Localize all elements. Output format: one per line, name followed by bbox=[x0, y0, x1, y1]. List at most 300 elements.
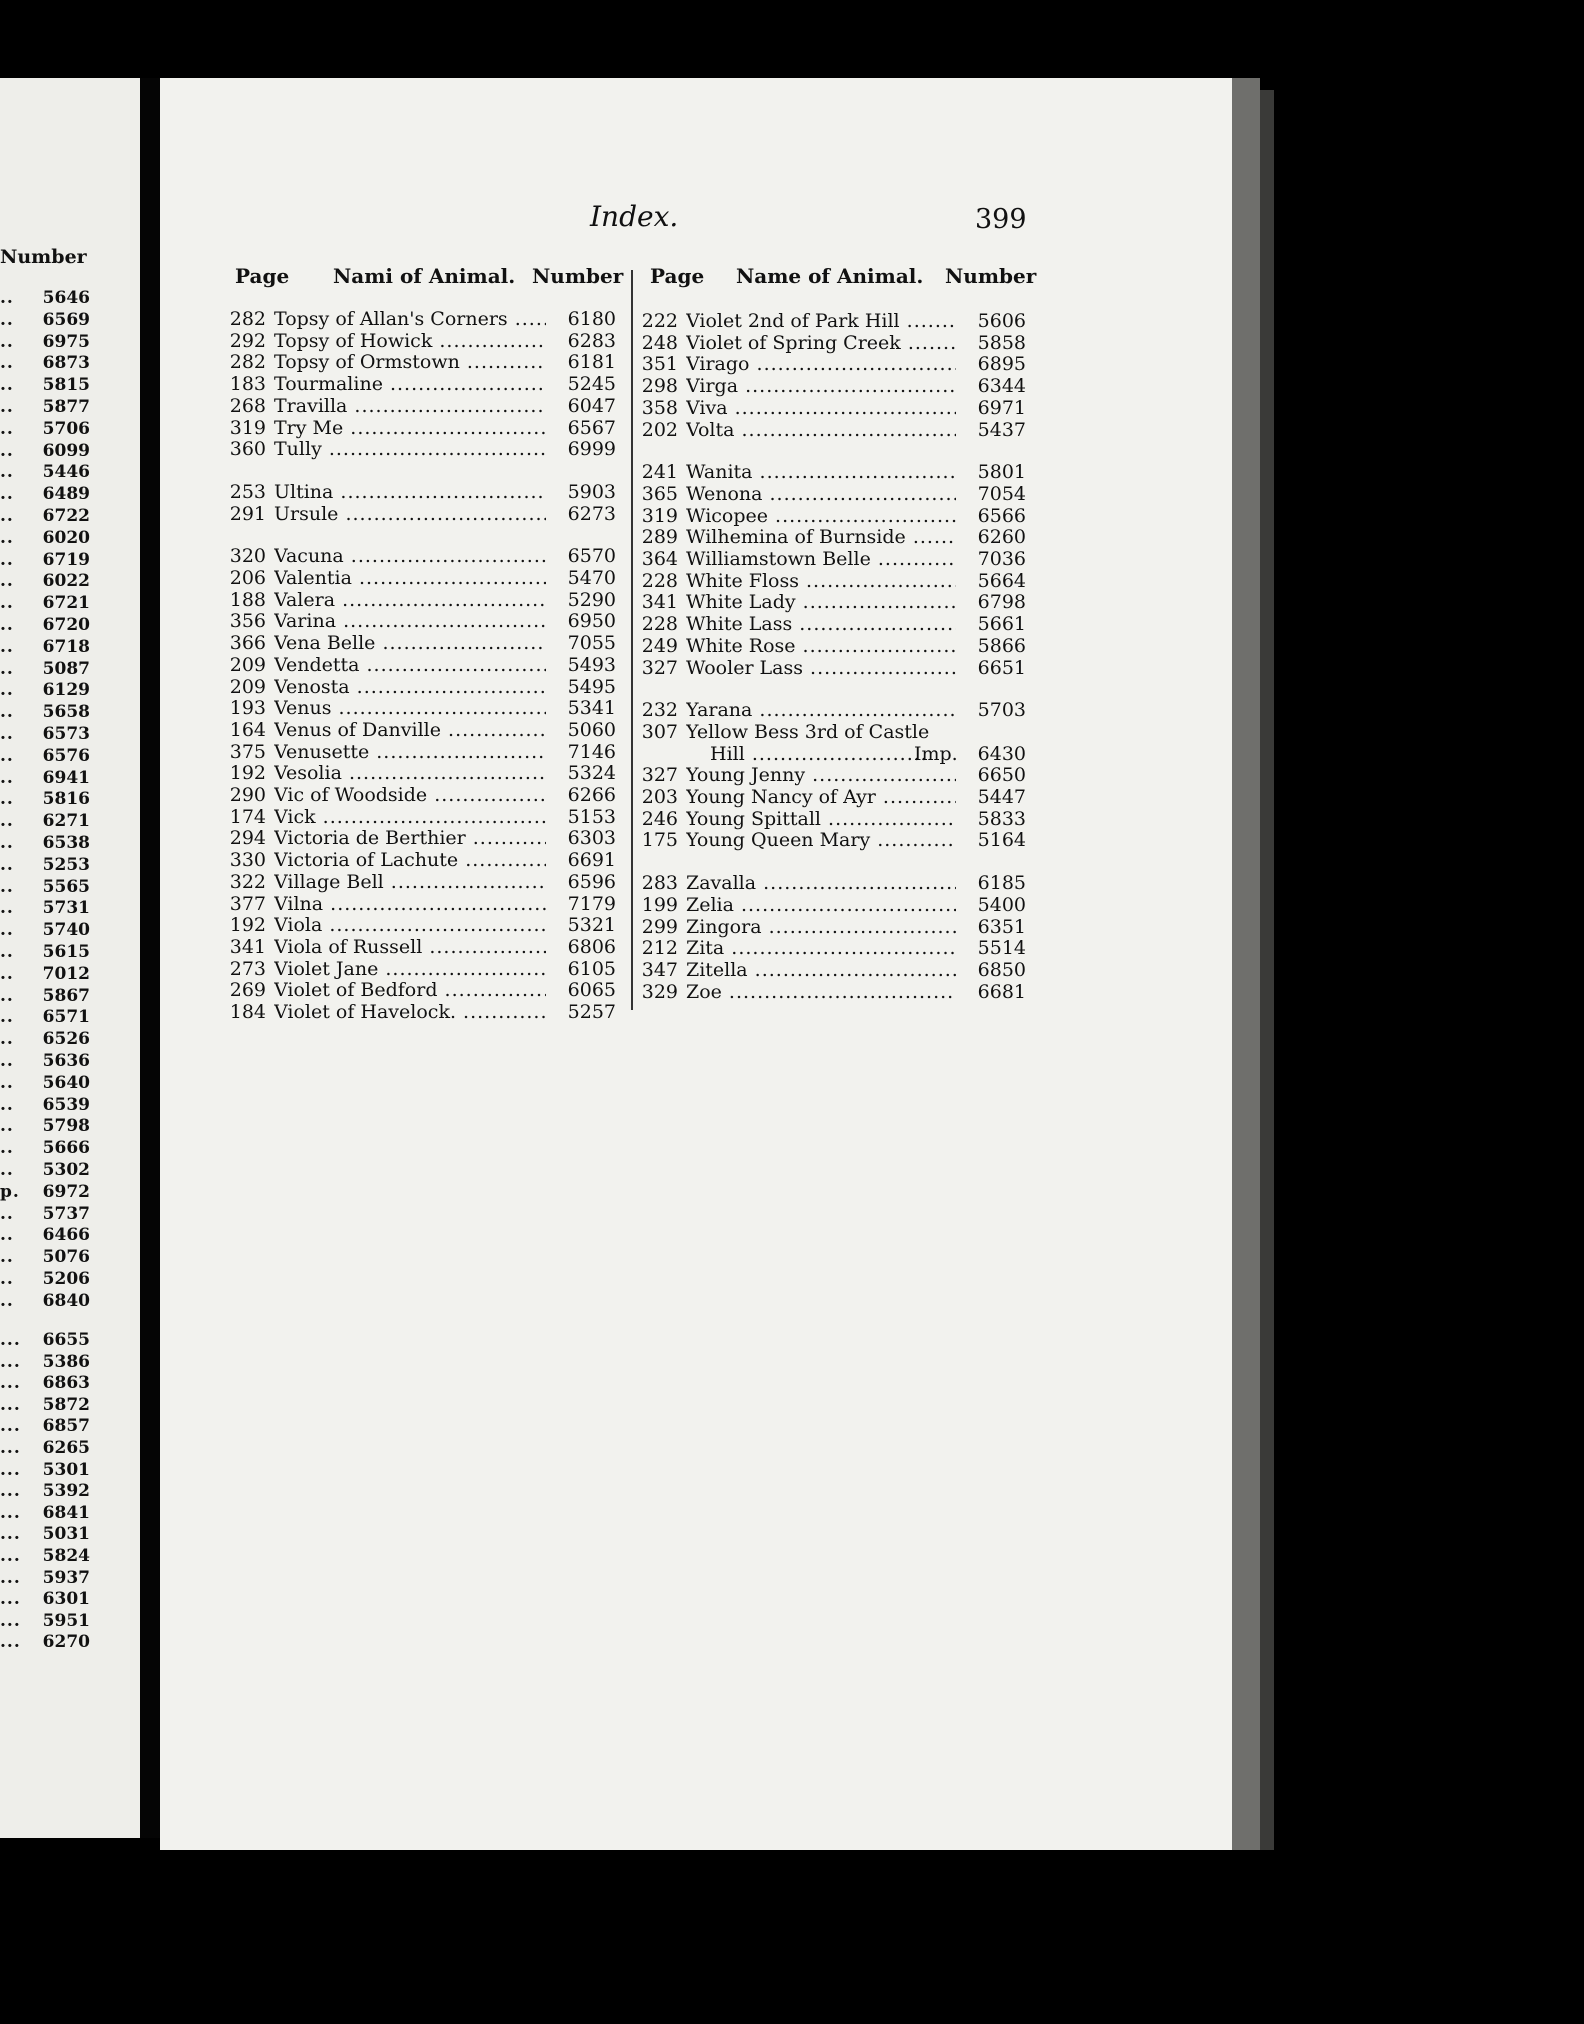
leader-dots: .. bbox=[0, 767, 14, 788]
facing-page-row bbox=[0, 637, 90, 658]
entry-page: 294 bbox=[229, 827, 266, 850]
registration-number: 6721 bbox=[42, 593, 90, 614]
entry-animal-name-text: Ultina bbox=[274, 480, 334, 503]
entry-animal-name bbox=[686, 829, 956, 851]
entry-animal-name-text: Young Jenny bbox=[686, 764, 806, 787]
registration-number: 6655 bbox=[42, 1330, 90, 1350]
facing-page-row bbox=[0, 898, 90, 919]
index-entry bbox=[228, 503, 616, 525]
facing-page-row bbox=[0, 1503, 90, 1524]
entry-animal-name-text: Ursule bbox=[274, 502, 339, 525]
index-entry bbox=[228, 351, 616, 373]
entry-animal-name bbox=[686, 699, 956, 721]
entry-number: 6950 bbox=[567, 610, 616, 633]
page-number: 399 bbox=[975, 204, 1027, 235]
entry-animal-name-text: Violet of Spring Creek bbox=[686, 331, 901, 354]
entry-animal-name bbox=[274, 762, 546, 784]
leader-dots: .. bbox=[0, 658, 14, 679]
entry-animal-name-text: Vesolia bbox=[274, 762, 342, 785]
entry-animal-name bbox=[274, 589, 546, 611]
entry-animal-name-text: Young Queen Mary bbox=[686, 829, 871, 852]
entry-animal-name bbox=[274, 936, 546, 958]
entry-animal-name-text: Violet of Havelock. bbox=[274, 1001, 456, 1023]
leader-dots: .. bbox=[0, 724, 14, 744]
leader-dots: ... bbox=[0, 1524, 21, 1545]
facing-page-row bbox=[0, 397, 90, 418]
entry-animal-name-text: Venosta bbox=[274, 675, 350, 698]
entry-animal-name-text: Wilhemina of Burnside bbox=[686, 526, 906, 549]
entry-number: 5153 bbox=[567, 805, 616, 828]
entry-animal-name bbox=[686, 721, 956, 743]
entry-number: 5470 bbox=[567, 567, 616, 589]
registration-number: 5392 bbox=[42, 1481, 90, 1502]
entry-page: 193 bbox=[229, 697, 266, 720]
entry-page: 188 bbox=[229, 588, 266, 611]
entry-page: 307 bbox=[641, 720, 678, 743]
leader-dots: .. bbox=[0, 1160, 14, 1180]
registration-number: 6466 bbox=[42, 1225, 90, 1246]
facing-page-row bbox=[0, 550, 90, 571]
entry-number: 5321 bbox=[567, 914, 616, 937]
entry-number: 6570 bbox=[567, 545, 616, 568]
entry-animal-name-text: Zitella bbox=[686, 958, 748, 981]
registration-number: 5937 bbox=[42, 1567, 90, 1588]
left-col-page-header: Page bbox=[235, 264, 290, 288]
facing-page-row bbox=[0, 462, 90, 483]
entry-page: 377 bbox=[229, 892, 266, 915]
entry-animal-name bbox=[274, 545, 546, 567]
entry-page: 241 bbox=[641, 461, 678, 484]
registration-number: 6941 bbox=[42, 767, 90, 788]
entry-number: 6806 bbox=[567, 935, 616, 958]
leader-dots: ... bbox=[0, 1632, 21, 1653]
leader-dots: .. bbox=[0, 636, 14, 657]
entry-number: 7036 bbox=[977, 548, 1026, 570]
leader-dots: ... bbox=[0, 1481, 21, 1502]
facing-page-row bbox=[0, 375, 90, 396]
entry-animal-name-text: Travilla bbox=[274, 394, 348, 417]
leader-dots: ... bbox=[0, 1546, 21, 1566]
entry-number: 5661 bbox=[977, 613, 1026, 636]
entry-page: 199 bbox=[641, 893, 678, 916]
facing-page-row bbox=[0, 964, 90, 985]
entry-animal-name bbox=[710, 743, 930, 765]
leader-dots: .. bbox=[0, 745, 14, 766]
index-entry bbox=[228, 589, 616, 611]
entry-animal-name bbox=[274, 438, 546, 460]
entry-animal-name bbox=[686, 332, 956, 354]
entry-page: 253 bbox=[229, 480, 266, 503]
facing-page-row bbox=[0, 1589, 90, 1610]
entry-animal-name-text: Zingora bbox=[686, 915, 762, 938]
entry-page: 183 bbox=[229, 373, 266, 396]
registration-number: 6972 bbox=[42, 1181, 90, 1202]
entry-animal-name-text: Viola bbox=[274, 914, 323, 937]
index-entry bbox=[228, 567, 616, 589]
facing-page-row bbox=[0, 1182, 90, 1203]
leader-dots: .. bbox=[0, 963, 14, 984]
index-entry bbox=[228, 654, 616, 676]
leader-dots: .. bbox=[0, 418, 14, 439]
leader-dots: .. bbox=[0, 680, 14, 701]
entry-number: 5164 bbox=[977, 829, 1026, 852]
entry-animal-name-text: Wenona bbox=[686, 482, 763, 505]
entry-animal-name bbox=[274, 330, 546, 352]
index-entry bbox=[640, 483, 1026, 505]
leader-dots: .. bbox=[0, 331, 14, 352]
leader-dots: ... bbox=[0, 1330, 21, 1350]
entry-number: 5341 bbox=[567, 697, 616, 720]
entry-animal-name bbox=[686, 483, 956, 505]
registration-number: 5877 bbox=[42, 397, 90, 417]
entry-animal-name-text: Viola of Russell bbox=[274, 935, 423, 958]
leader-dots: .. bbox=[0, 353, 14, 374]
index-entry bbox=[640, 657, 1026, 679]
index-entry bbox=[640, 959, 1026, 981]
entry-page: 184 bbox=[229, 1001, 266, 1023]
registration-number: 6719 bbox=[42, 549, 90, 570]
leader-dots: .. bbox=[0, 1116, 14, 1137]
facing-page-row bbox=[0, 593, 90, 614]
entry-animal-name-text: Zita bbox=[686, 937, 725, 960]
entry-number: 7146 bbox=[567, 740, 616, 763]
index-entry bbox=[640, 570, 1026, 592]
registration-number: 5731 bbox=[42, 898, 90, 919]
entry-page: 347 bbox=[641, 958, 678, 981]
left-col-name-header: Nami of Animal. bbox=[333, 264, 516, 288]
facing-page-row bbox=[0, 833, 90, 854]
registration-number: 6576 bbox=[42, 745, 90, 766]
facing-page-row bbox=[0, 1095, 90, 1116]
facing-page-row bbox=[0, 1416, 90, 1437]
index-entry bbox=[228, 373, 616, 395]
facing-page-row bbox=[0, 1460, 90, 1481]
leader-dots: .. bbox=[0, 876, 14, 897]
entry-page: 273 bbox=[229, 957, 266, 980]
entry-page: 228 bbox=[641, 613, 678, 636]
left-col-number-header: Number bbox=[532, 264, 624, 288]
facing-page-row bbox=[0, 571, 90, 592]
entry-page: 292 bbox=[229, 329, 266, 352]
index-entry bbox=[228, 632, 616, 654]
entry-page: 164 bbox=[229, 718, 266, 741]
entry-page: 327 bbox=[641, 764, 678, 787]
entry-animal-name bbox=[274, 676, 546, 698]
entry-number: 6895 bbox=[977, 353, 1026, 376]
entry-animal-name bbox=[274, 827, 546, 849]
entry-animal-name bbox=[686, 937, 956, 959]
entry-animal-name-text: Tully bbox=[274, 438, 322, 461]
entry-animal-name bbox=[274, 849, 546, 871]
entry-animal-name bbox=[686, 375, 956, 397]
entry-page: 329 bbox=[641, 980, 678, 1003]
index-entry bbox=[640, 786, 1026, 808]
leader-dots: .. bbox=[0, 789, 14, 810]
registration-number: 6271 bbox=[42, 811, 90, 832]
entry-animal-name bbox=[274, 871, 546, 893]
entry-number: 6180 bbox=[567, 308, 616, 330]
registration-number: 6571 bbox=[42, 1007, 90, 1028]
registration-number: 6022 bbox=[42, 571, 90, 592]
leader-dots: .. bbox=[0, 484, 14, 505]
index-entry bbox=[640, 613, 1026, 635]
entry-animal-name bbox=[686, 310, 956, 332]
index-entry bbox=[640, 699, 1026, 721]
facing-page-row bbox=[0, 724, 90, 745]
registration-number: 5666 bbox=[42, 1138, 90, 1159]
entry-number: 5703 bbox=[977, 699, 1026, 722]
leader-dots: .. bbox=[0, 920, 14, 941]
entry-animal-name-text: White Lady bbox=[686, 591, 796, 614]
facing-page-row bbox=[0, 1247, 90, 1268]
index-entry bbox=[228, 979, 616, 1001]
facing-page-row bbox=[0, 659, 90, 680]
index-entry bbox=[640, 548, 1026, 570]
registration-number: 6841 bbox=[42, 1502, 90, 1523]
entry-animal-name-text: Violet 2nd of Park Hill bbox=[686, 310, 900, 332]
entry-page: 366 bbox=[229, 632, 266, 655]
entry-import-mark: Imp. bbox=[914, 742, 958, 765]
index-entry bbox=[640, 829, 1026, 851]
entry-page: 319 bbox=[229, 416, 266, 439]
entry-animal-name-text: Venus of Danville bbox=[274, 718, 442, 741]
right-col-page-header: Page bbox=[650, 264, 705, 288]
index-entry bbox=[228, 806, 616, 828]
entry-animal-name-text: Zelia bbox=[686, 893, 734, 916]
entry-number: 6681 bbox=[977, 980, 1026, 1003]
facing-page-row bbox=[0, 1291, 90, 1312]
entry-number: 5290 bbox=[567, 588, 616, 611]
registration-number: 5446 bbox=[42, 462, 90, 483]
entry-animal-name bbox=[274, 784, 546, 806]
index-entry bbox=[228, 784, 616, 806]
entry-number: 5400 bbox=[977, 893, 1026, 916]
registration-number: 6129 bbox=[42, 680, 90, 701]
registration-number: 5640 bbox=[42, 1072, 90, 1093]
entry-page: 209 bbox=[229, 675, 266, 698]
leader-dots: .. bbox=[0, 549, 14, 570]
registration-number: 5816 bbox=[42, 789, 90, 810]
entry-animal-name bbox=[274, 1001, 546, 1023]
entry-animal-name bbox=[274, 914, 546, 936]
facing-page-row bbox=[0, 789, 90, 810]
facing-page-row bbox=[0, 615, 90, 636]
entry-animal-name-text: Tourmaline bbox=[274, 373, 383, 396]
leader-dots: .. bbox=[0, 288, 14, 308]
index-entry bbox=[640, 743, 1026, 765]
index-entry bbox=[640, 310, 1026, 332]
entry-page: 192 bbox=[229, 762, 266, 785]
facing-page-row bbox=[0, 1029, 90, 1050]
entry-page: 320 bbox=[229, 545, 266, 568]
entry-animal-name bbox=[686, 657, 956, 679]
entry-number: 5833 bbox=[977, 807, 1026, 830]
index-entry bbox=[228, 610, 616, 632]
index-entry bbox=[228, 438, 616, 460]
facing-page-row bbox=[0, 1373, 90, 1394]
facing-page-row bbox=[0, 1051, 90, 1072]
registration-number: 5951 bbox=[42, 1610, 90, 1631]
entry-animal-name bbox=[686, 786, 956, 808]
registration-number: 6538 bbox=[42, 833, 90, 853]
index-entry bbox=[640, 894, 1026, 916]
registration-number: 5658 bbox=[42, 702, 90, 723]
facing-page-row bbox=[0, 811, 90, 832]
leader-dots: .. bbox=[0, 1094, 14, 1115]
entry-number: 6999 bbox=[567, 438, 616, 461]
entry-number: 6303 bbox=[567, 827, 616, 850]
registration-number: 5615 bbox=[42, 942, 90, 962]
leader-dots: .. bbox=[0, 854, 14, 875]
facing-page-row bbox=[0, 419, 90, 440]
index-entry bbox=[640, 916, 1026, 938]
page-edge bbox=[1232, 78, 1260, 1850]
entry-animal-name-text: Williamstown Belle bbox=[686, 548, 871, 570]
entry-number: 5447 bbox=[977, 786, 1026, 808]
entry-page: 356 bbox=[229, 610, 266, 633]
registration-number: 6720 bbox=[42, 615, 90, 635]
entry-number: 6650 bbox=[977, 764, 1026, 787]
entry-page: 222 bbox=[641, 310, 678, 332]
entry-page: 358 bbox=[641, 396, 678, 419]
leader-dots: .. bbox=[0, 942, 14, 962]
index-entry bbox=[640, 353, 1026, 375]
entry-number: 6971 bbox=[977, 396, 1026, 419]
facing-page-row bbox=[0, 746, 90, 767]
registration-number: 6718 bbox=[42, 636, 90, 657]
entry-animal-name-text: White Rose bbox=[686, 634, 796, 657]
registration-number: 6569 bbox=[42, 309, 90, 330]
entry-number: 6651 bbox=[977, 656, 1026, 679]
entry-number: 5245 bbox=[567, 373, 616, 396]
entry-page: 228 bbox=[641, 569, 678, 592]
entry-animal-name bbox=[686, 419, 956, 441]
facing-page-row bbox=[0, 680, 90, 701]
entry-page: 246 bbox=[641, 807, 678, 830]
facing-page-row bbox=[0, 942, 90, 963]
registration-number: 5386 bbox=[42, 1351, 90, 1372]
entry-animal-name bbox=[686, 959, 956, 981]
facing-page-row bbox=[0, 1073, 90, 1094]
entry-number: 5257 bbox=[567, 1001, 616, 1023]
entry-animal-name-text: Violet of Bedford bbox=[274, 979, 438, 1002]
index-entry bbox=[228, 417, 616, 439]
facing-page-row bbox=[0, 1438, 90, 1459]
registration-number: 5206 bbox=[42, 1269, 90, 1289]
registration-number: 6270 bbox=[42, 1632, 90, 1653]
facing-page-row bbox=[0, 1330, 90, 1351]
entry-animal-name bbox=[274, 697, 546, 719]
page-edge-shadow bbox=[1260, 90, 1274, 1850]
leader-dots: .. bbox=[0, 1029, 14, 1050]
index-entry bbox=[228, 697, 616, 719]
registration-number: 6265 bbox=[42, 1438, 90, 1458]
index-entry bbox=[228, 871, 616, 893]
facing-page-row bbox=[0, 702, 90, 723]
facing-page-row bbox=[0, 1269, 90, 1290]
entry-animal-name-text: Vena Belle bbox=[274, 632, 376, 655]
entry-animal-name bbox=[686, 397, 956, 419]
entry-animal-name-text: Topsy of Allan's Corners bbox=[274, 308, 508, 330]
leader-dots: .. bbox=[0, 1072, 14, 1093]
entry-number: 5866 bbox=[977, 634, 1026, 657]
entry-animal-name-text: Topsy of Howick bbox=[274, 329, 433, 352]
entry-animal-name bbox=[274, 654, 546, 676]
entry-page: 248 bbox=[641, 331, 678, 354]
facing-page-row bbox=[0, 484, 90, 505]
registration-number: 6099 bbox=[42, 440, 90, 461]
entry-animal-name bbox=[686, 461, 956, 483]
entry-number: 6596 bbox=[567, 870, 616, 893]
index-entry bbox=[228, 395, 616, 417]
index-entry bbox=[640, 937, 1026, 959]
leader-dots: p. bbox=[0, 1181, 20, 1202]
entry-number: 5324 bbox=[567, 762, 616, 785]
entry-animal-name bbox=[274, 395, 546, 417]
registration-number: 6975 bbox=[42, 331, 90, 352]
registration-number: 6301 bbox=[42, 1589, 90, 1610]
entry-number: 6798 bbox=[977, 591, 1026, 614]
entry-animal-name bbox=[274, 503, 546, 525]
entry-page: 341 bbox=[229, 935, 266, 958]
index-entry bbox=[228, 936, 616, 958]
leader-dots: ... bbox=[0, 1373, 21, 1394]
running-title: Index. bbox=[590, 200, 679, 233]
entry-animal-name-text: Valera bbox=[274, 588, 336, 611]
leader-dots: .. bbox=[0, 1203, 14, 1224]
entry-animal-name-text: Victoria of Lachute bbox=[274, 849, 459, 872]
entry-page: 283 bbox=[641, 872, 678, 895]
entry-page: 202 bbox=[641, 418, 678, 441]
entry-page: 319 bbox=[641, 504, 678, 527]
entry-animal-name-text: Violet Jane bbox=[274, 957, 379, 980]
entry-page: 268 bbox=[229, 394, 266, 417]
entry-page: 203 bbox=[641, 786, 678, 808]
entry-number: 6566 bbox=[977, 504, 1026, 527]
index-entry bbox=[640, 721, 1026, 743]
facing-page-row bbox=[0, 332, 90, 353]
registration-number: 5824 bbox=[42, 1546, 90, 1566]
facing-page-row bbox=[0, 1007, 90, 1028]
entry-number: 6105 bbox=[567, 957, 616, 980]
entry-animal-name-text: Yarana bbox=[686, 699, 753, 722]
entry-animal-name bbox=[686, 894, 956, 916]
leader-dots: .. bbox=[0, 1247, 14, 1268]
registration-number: 5872 bbox=[42, 1394, 90, 1415]
entry-animal-name-text: Young Spittall bbox=[686, 807, 822, 830]
registration-number: 5646 bbox=[42, 288, 90, 308]
registration-number: 5706 bbox=[42, 418, 90, 439]
registration-number: 6857 bbox=[42, 1416, 90, 1437]
leader-dots: ... bbox=[0, 1589, 21, 1610]
index-entry bbox=[228, 827, 616, 849]
entry-animal-name bbox=[686, 981, 956, 1003]
index-entry bbox=[640, 981, 1026, 1003]
leader-dots: .. bbox=[0, 833, 14, 853]
registration-number: 6722 bbox=[42, 506, 90, 526]
registration-number: 6863 bbox=[42, 1373, 90, 1394]
registration-number: 5740 bbox=[42, 920, 90, 941]
entry-number: 6181 bbox=[567, 351, 616, 374]
leader-dots: .. bbox=[0, 615, 14, 635]
entry-number: 5606 bbox=[977, 310, 1026, 332]
entry-animal-name bbox=[686, 808, 956, 830]
leader-dots: ... bbox=[0, 1438, 21, 1458]
entry-animal-name-text: Varina bbox=[274, 610, 337, 633]
facing-page-row bbox=[0, 1611, 90, 1632]
entry-page: 174 bbox=[229, 805, 266, 828]
facing-page-row bbox=[0, 1352, 90, 1373]
